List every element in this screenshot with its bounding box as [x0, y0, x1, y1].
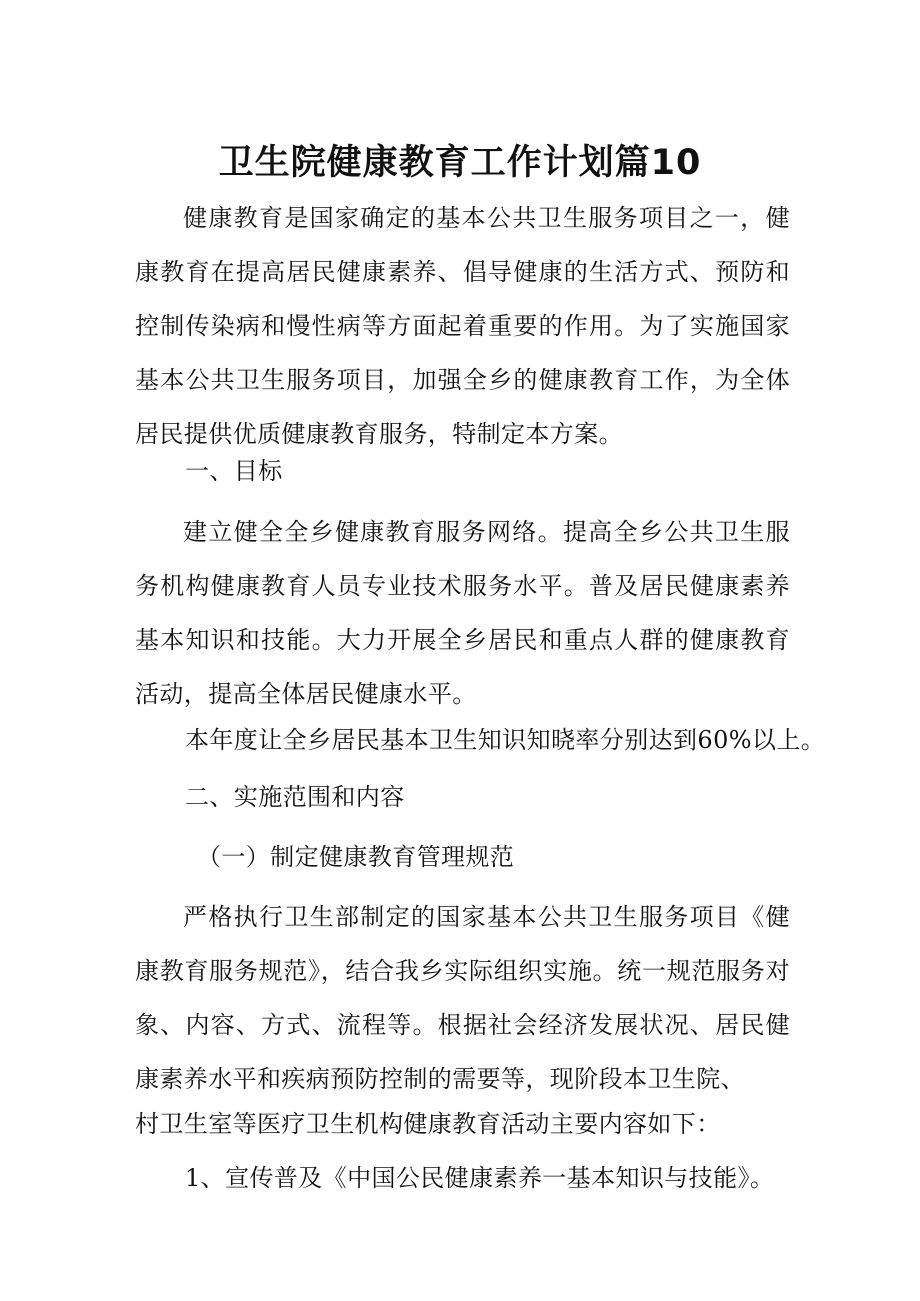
- section-2-heading: 二、实施范围和内容: [185, 783, 405, 811]
- document-title: 卫生院健康教育工作计划篇10: [218, 143, 702, 183]
- subsection-1-heading: （一）制定健康教育管理规范: [197, 843, 515, 871]
- subsection-1-continuation: 村卫生室等医疗卫生机构健康教育活动主要内容如下：: [135, 1110, 721, 1138]
- list-item-1: 1、宣传普及《中国公民健康素养一基本知识与技能》。: [185, 1164, 775, 1192]
- section-1-target: 本年度让全乡居民基本卫生知识知晓率分别达到60%以上。: [185, 726, 826, 754]
- section-1-heading: 一、目标: [185, 457, 283, 485]
- intro-paragraph: 健康教育是国家确定的基本公共卫生服务项目之一，健康教育在提高居民健康素养、倡导健康的生活方式、预防和控制传染病和慢性病等方面起着重要的作用。为了实施国家基本公共卫生服务项目，加强全乡的健康教育工作，为全体居民提供优质健康教育服务，特制定本方案。: [135, 204, 790, 448]
- subsection-1-body: 严格执行卫生部制定的国家基本公共卫生服务项目《健康教育服务规范》，结合我乡实际组织实施。统一规范服务对象、内容、方式、流程等。根据社会经济发展状况、居民健康素养水平和疾病预防控制的需要等，现阶段本卫生院、: [135, 903, 790, 1093]
- section-1-body: 建立健全全乡健康教育服务网络。提高全乡公共卫生服务机构健康教育人员专业技术服务水平。普及居民健康素养基本知识和技能。大力开展全乡居民和重点人群的健康教育活动，提高全体居民健康水平。: [135, 518, 790, 708]
